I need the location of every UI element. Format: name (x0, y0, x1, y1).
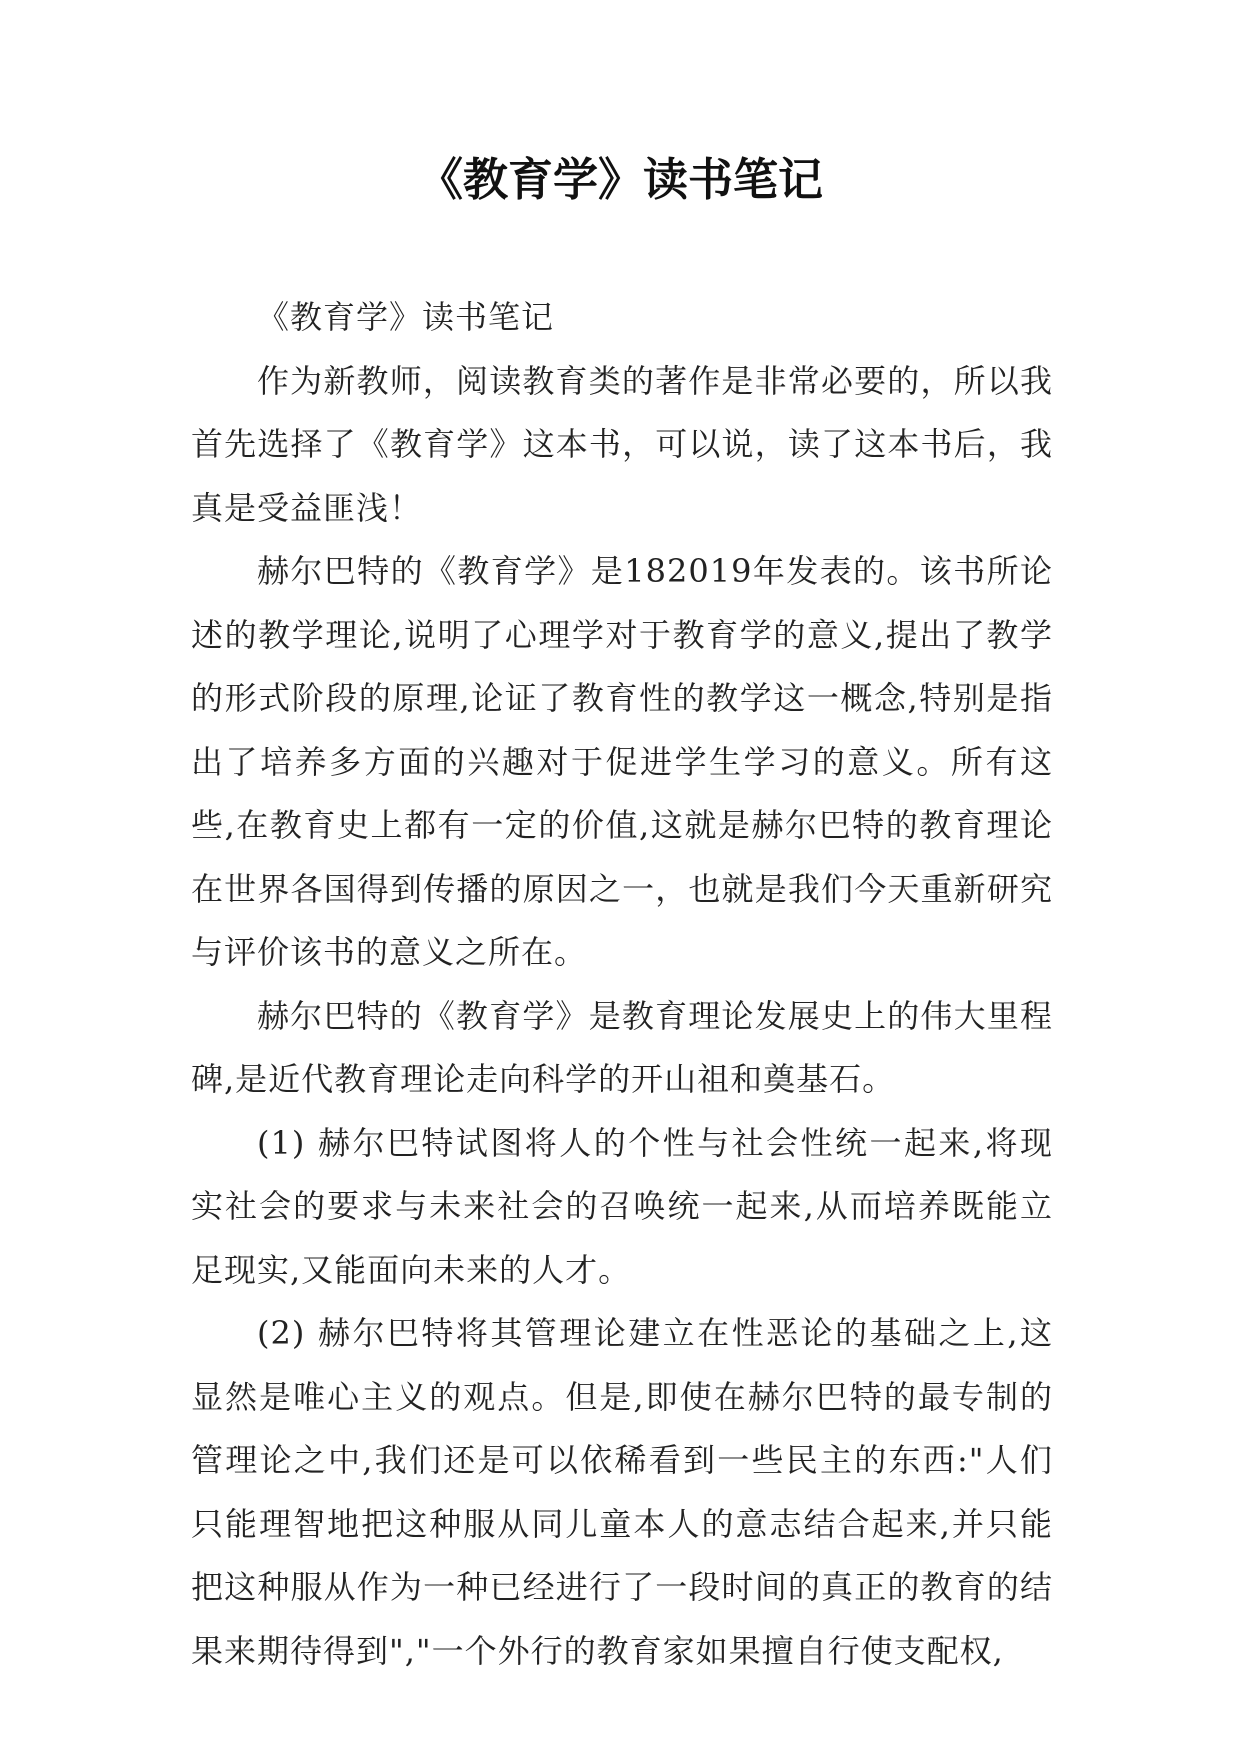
paragraph-intro: 作为新教师，阅读教育类的著作是非常必要的，所以我首先选择了《教育学》这本书，可以说，读了这本书后，我真是受益匪浅！ (191, 361, 1053, 527)
document-title: 《教育学》读书笔记 (417, 153, 823, 206)
paragraph-milestone: 赫尔巴特的《教育学》是教育理论发展史上的伟大里程碑,是近代教育理论走向科学的开山祖和奠基石。 (191, 996, 1053, 1098)
paragraph-point-2: (2) 赫尔巴特将其管理论建立在性恶论的基础之上,这显然是唯心主义的观点。但是,即使在赫尔巴特的最专制的管理论之中,我们还是可以依稀看到一些民主的东西:"人们只能理智地把这种服从同儿童本人的意志结合起来,并只能把这种服从作为一种已经进行了一段时间的真正的教育的结果来期待得到","一个外行的教育家如果擅自行使支配权, (191, 1314, 1053, 1670)
paragraph-herbart-theory: 赫尔巴特的《教育学》是182019年发表的。该书所论述的教学理论,说明了心理学对于教育学的意义,提出了教学的形式阶段的原理,论证了教育性的教学这一概念,特别是指出了培养多方面的兴趣对于促进学生学习的意义。所有这些,在教育史上都有一定的价值,这就是赫尔巴特的教育理论在世界各国得到传播的原因之一，也就是我们今天重新研究与评价该书的意义之所在。 (191, 552, 1053, 971)
paragraph-subtitle: 《教育学》读书笔记 (257, 298, 555, 336)
paragraph-point-1: (1) 赫尔巴特试图将人的个性与社会性统一起来,将现实社会的要求与未来社会的召唤统一起来,从而培养既能立足现实,又能面向未来的人才。 (191, 1123, 1053, 1289)
document-body (191, 286, 1053, 1683)
